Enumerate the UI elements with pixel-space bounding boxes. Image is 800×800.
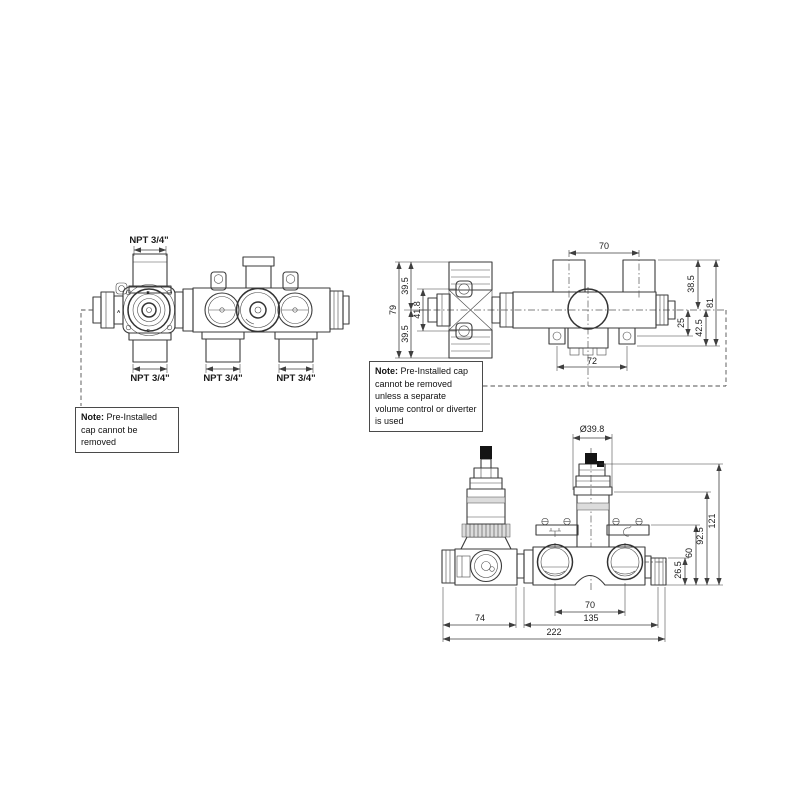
front-dim-npt-top xyxy=(129,235,168,256)
front-port-face-1 xyxy=(205,293,239,327)
side-diverter-tower xyxy=(574,453,612,547)
top-dim-72 xyxy=(557,346,627,371)
dim-overall-depth: 79 xyxy=(388,304,398,316)
top-dim-70 xyxy=(569,241,639,253)
front-port-face-3 xyxy=(278,293,312,327)
dim-left-length: 74 xyxy=(474,613,486,623)
front-note-leader xyxy=(81,310,93,406)
npt-top-label: NPT 3/4" xyxy=(129,235,169,246)
dim-body-height: 60 xyxy=(684,547,694,559)
top-volume-control xyxy=(568,289,608,329)
note-front-label: Note: xyxy=(81,412,104,422)
front-mounting-tabs xyxy=(211,272,298,290)
side-thermostat-stem-tip xyxy=(480,446,492,459)
side-connector xyxy=(517,550,533,583)
dim-cartridge-diameter: Ø39.8 xyxy=(579,424,605,434)
npt-bottom-left-label: NPT 3/4" xyxy=(130,373,170,384)
side-thermostat-body xyxy=(455,537,517,585)
npt-bottom-right-label: NPT 3/4" xyxy=(276,373,316,384)
npt-bottom-middle-label: NPT 3/4" xyxy=(203,373,243,384)
front-dim-npt-bottom xyxy=(130,364,315,384)
dim-right-upper: 38.5 xyxy=(686,275,696,293)
top-dims-right xyxy=(637,260,720,346)
top-dims-left xyxy=(388,262,457,358)
note-front-text: Pre-Installed cap cannot be removed xyxy=(81,412,158,447)
note-top-label: Note: xyxy=(375,366,398,376)
dim-front-depth: 39.5 xyxy=(400,277,410,295)
dim-port-spacing: 70 xyxy=(584,600,596,610)
dim-cap-span: 41.8 xyxy=(412,301,422,319)
side-right-outlet xyxy=(645,556,666,585)
front-view xyxy=(81,235,349,406)
front-port-face-2 xyxy=(237,289,280,332)
dim-outlet-height: 26.5 xyxy=(673,561,683,579)
top-mounting-lugs xyxy=(549,328,635,344)
side-flanges xyxy=(536,518,649,535)
front-letter-b: B xyxy=(146,290,150,295)
front-letter-c: C xyxy=(146,328,150,333)
front-middle-top-port xyxy=(243,257,274,288)
note-front-view xyxy=(75,407,179,453)
note-top-view xyxy=(369,361,483,432)
dim-lug-spacing: 72 xyxy=(586,356,598,366)
note-top-text: Pre-Installed cap cannot be removed unless a separate volume control or diverter is used xyxy=(375,366,477,426)
side-dims-bottom xyxy=(443,583,665,642)
dim-overall-height: 121 xyxy=(707,513,717,529)
dim-lug-offset: 25 xyxy=(676,317,686,329)
side-view xyxy=(442,424,723,642)
side-left-cap xyxy=(442,550,455,583)
dim-right-overall: 81 xyxy=(705,297,715,309)
dim-overall-length: 222 xyxy=(546,627,562,637)
dim-cartridge-height: 92.5 xyxy=(695,527,705,545)
dim-body-length: 135 xyxy=(583,613,599,623)
side-diverter-knob xyxy=(585,453,597,464)
tap-icon xyxy=(549,528,561,537)
dim-port-spacing-top: 70 xyxy=(598,241,610,251)
front-bottom-ports xyxy=(129,332,317,362)
side-thermostat-cartridge xyxy=(462,446,510,537)
front-collar xyxy=(175,289,193,331)
dim-rear-depth: 39.5 xyxy=(400,325,410,343)
front-letter-a: A xyxy=(117,309,121,314)
dim-lug-depth: 42.5 xyxy=(694,319,704,337)
